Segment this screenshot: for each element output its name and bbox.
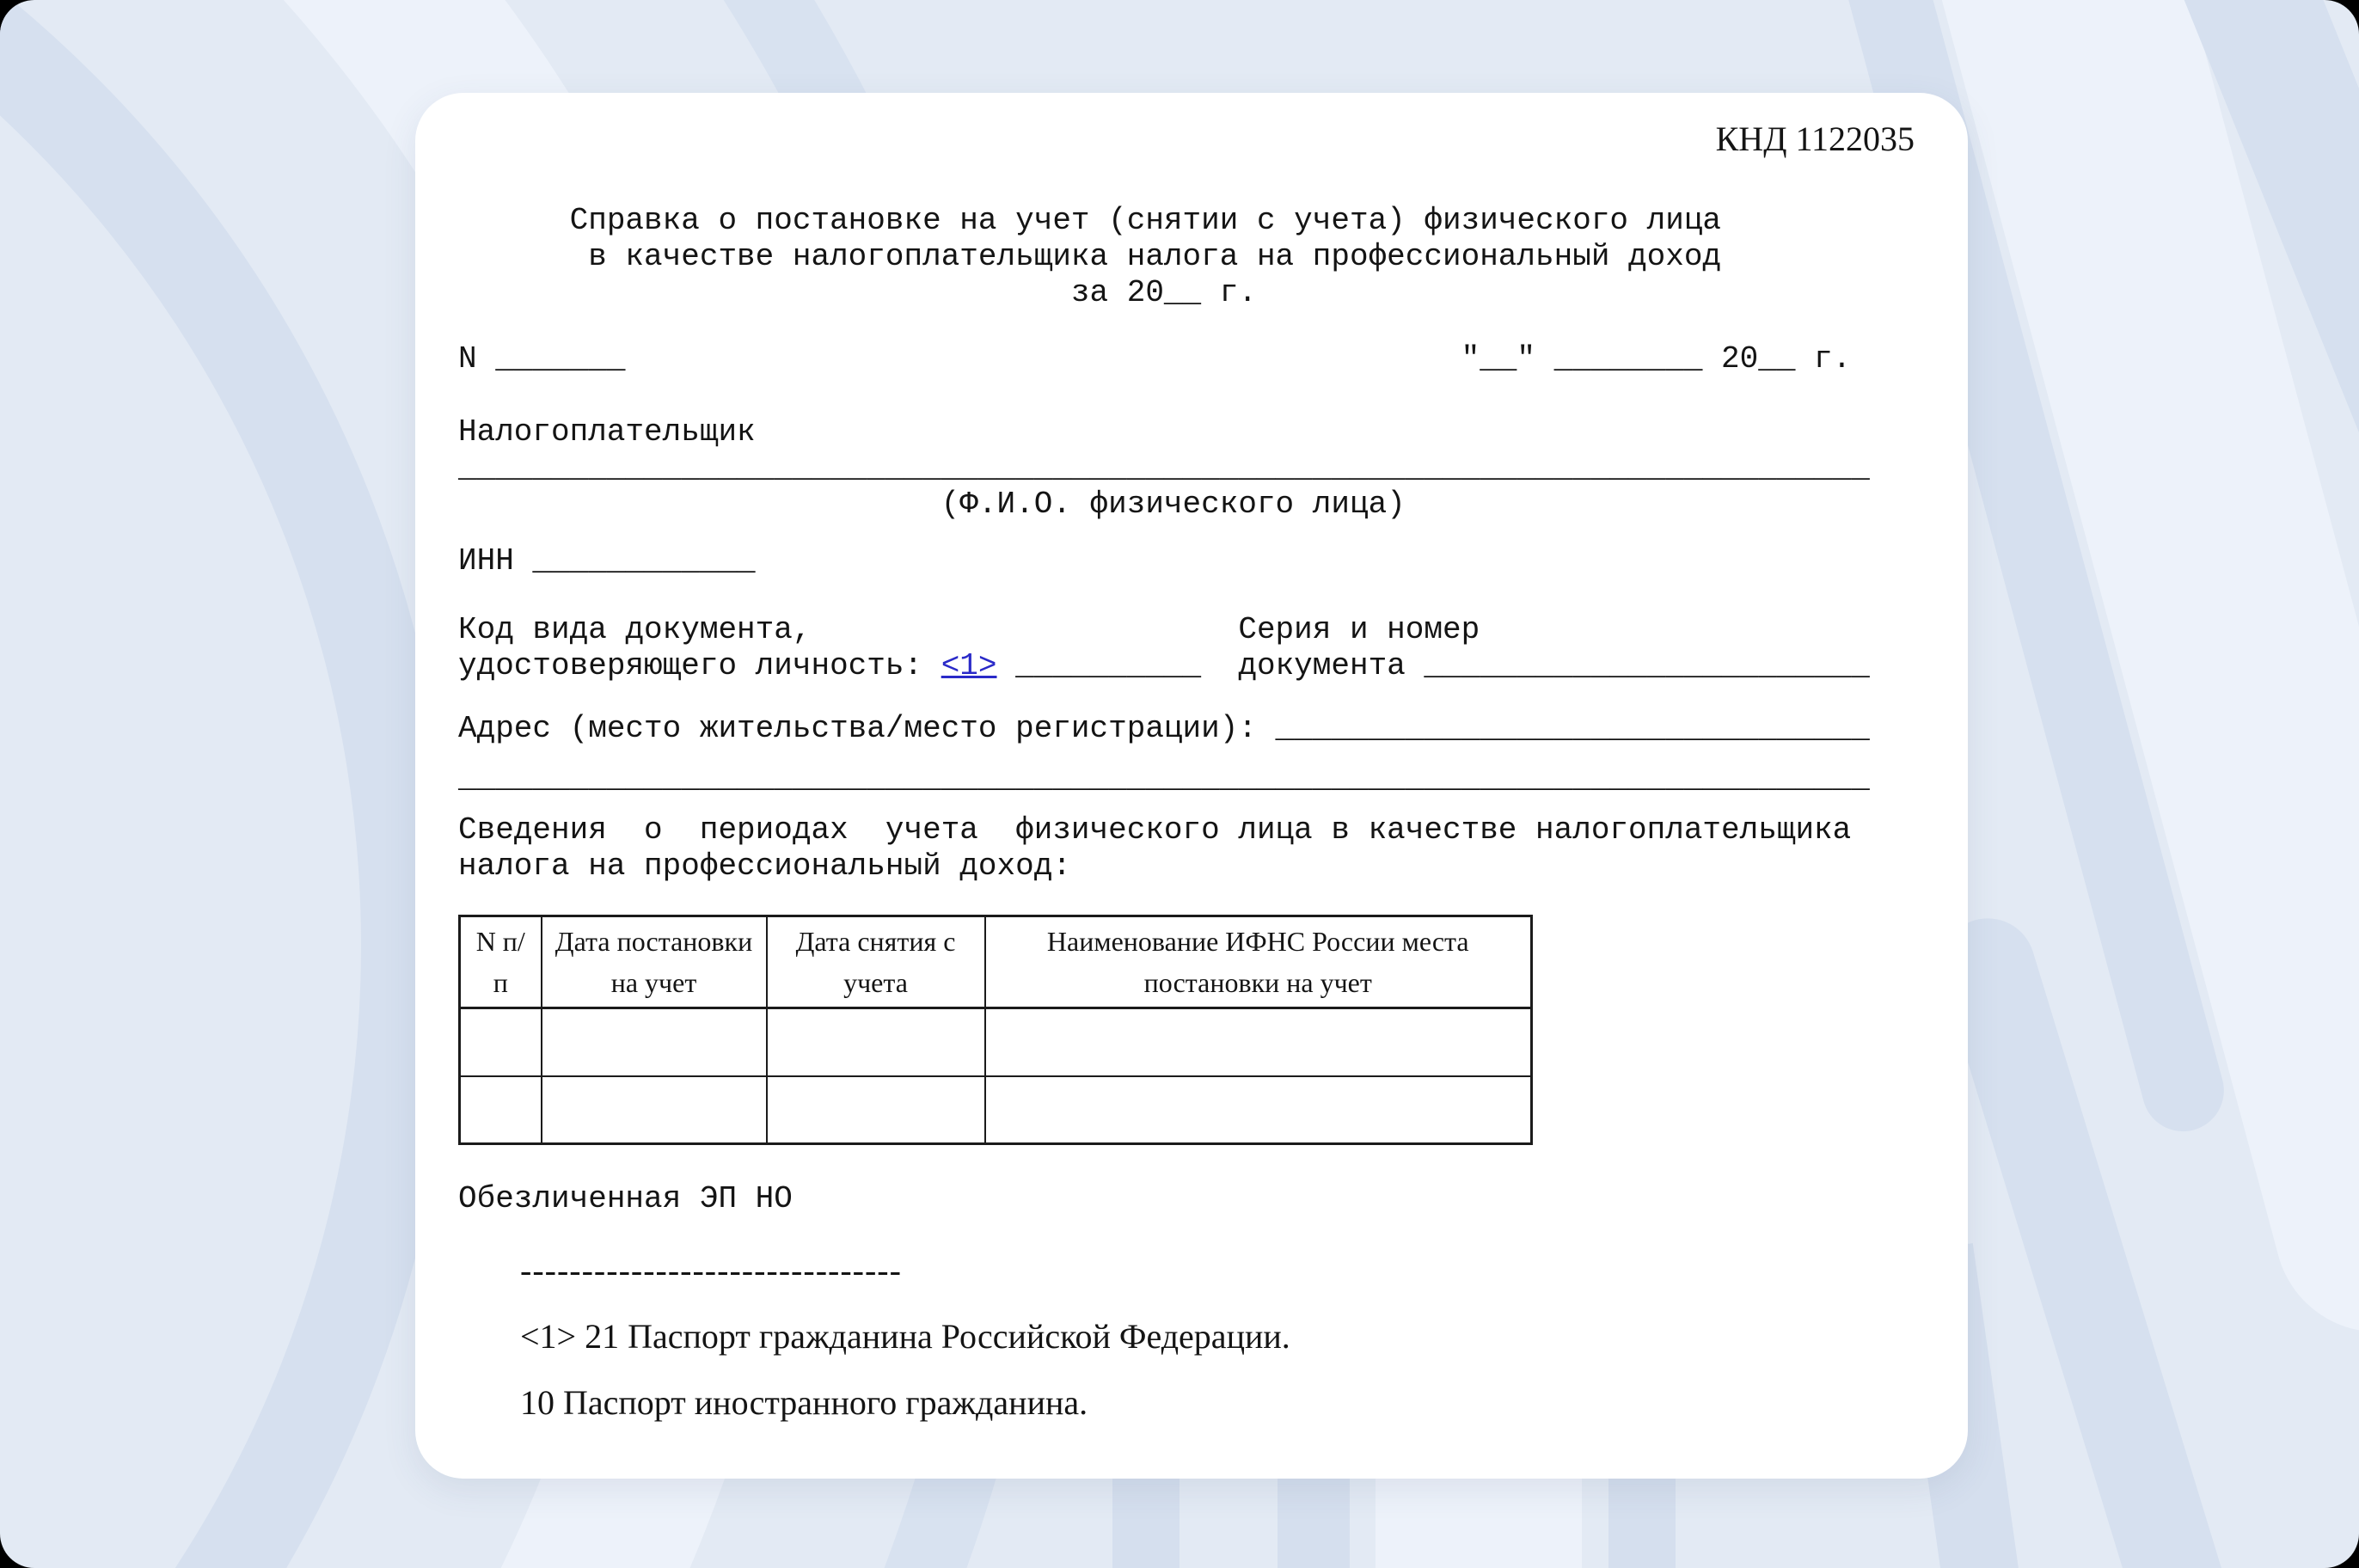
header-cell-number: N п/п <box>460 916 542 1008</box>
footnote-1: <1> 21 Паспорт гражданина Российской Федерации. <box>520 1317 1290 1356</box>
title-line: Справка о постановке на учет (снятии с учета) физического лица <box>458 203 1722 238</box>
inn-text: ИНН ____________ <box>458 543 756 579</box>
fio-blank-line: ____________________________________________________________________________ <box>458 450 1870 486</box>
inn-line <box>458 543 756 579</box>
address-blank-line <box>458 761 1870 797</box>
periods-table-wrapper <box>458 915 1533 1145</box>
form-code: КНД 1122035 <box>1715 119 1915 158</box>
table-cell <box>767 1008 985 1076</box>
title-line: в качестве налогоплательщика налога на профессиональный доход <box>458 239 1722 274</box>
document-card <box>415 93 1968 1479</box>
document-title <box>458 203 1721 311</box>
table-cell <box>767 1076 985 1144</box>
fio-caption: (Ф.И.О. физического лица) <box>458 487 1406 522</box>
header-cell-ifns-name: Наименование ИФНС России места постановки на учет <box>985 916 1532 1008</box>
address-line <box>458 711 1870 747</box>
header-cell-deregistration-date: Дата снятия с учета <box>767 916 985 1008</box>
periods-line-1: Сведения о периодах учета физического лица в качестве налогоплательщика <box>458 812 1852 848</box>
signature-line <box>458 1181 793 1217</box>
address-underline: ____________________________________________________________________________ <box>458 761 1870 796</box>
header-cell-registration-date: Дата постановки на учет <box>542 916 767 1008</box>
table-cell <box>460 1076 542 1144</box>
number-and-date-line <box>458 341 1851 377</box>
footnote-1-link[interactable]: <1> <box>941 648 997 683</box>
signature-text: Обезличенная ЭП НО <box>458 1181 793 1216</box>
number-date-text: N _______ "__" ________ 20__ г. <box>458 341 1852 377</box>
table-cell <box>460 1008 542 1076</box>
periods-table <box>458 915 1533 1145</box>
table-header-row <box>460 916 1532 1008</box>
address-text: Адрес (место жительства/место регистрации): ________________________________ <box>458 711 1870 746</box>
periods-intro <box>458 812 1851 885</box>
footnote-separator: ------------------------------- <box>520 1251 902 1289</box>
code-line-2 <box>458 648 1870 684</box>
table-cell <box>985 1008 1532 1076</box>
code-line-2-after: __________ документа ________________________ <box>996 648 1870 683</box>
footnote-2: 10 Паспорт иностранного гражданина. <box>520 1383 1088 1422</box>
table-cell <box>985 1076 1532 1144</box>
periods-line-2: налога на профессиональный доход: <box>458 848 1071 884</box>
code-line-2-before: удостоверяющего личность: <box>458 648 941 683</box>
table-row <box>460 1076 1532 1144</box>
table-cell <box>542 1008 767 1076</box>
table-row <box>460 1008 1532 1076</box>
code-line-1: Код вида документа, Серия и номер <box>458 612 1480 647</box>
identity-document-section <box>458 612 1870 684</box>
table-cell <box>542 1076 767 1144</box>
taxpayer-section <box>458 414 1870 523</box>
taxpayer-label: Налогоплательщик <box>458 414 756 450</box>
title-line: за 20__ г. <box>458 275 1257 310</box>
